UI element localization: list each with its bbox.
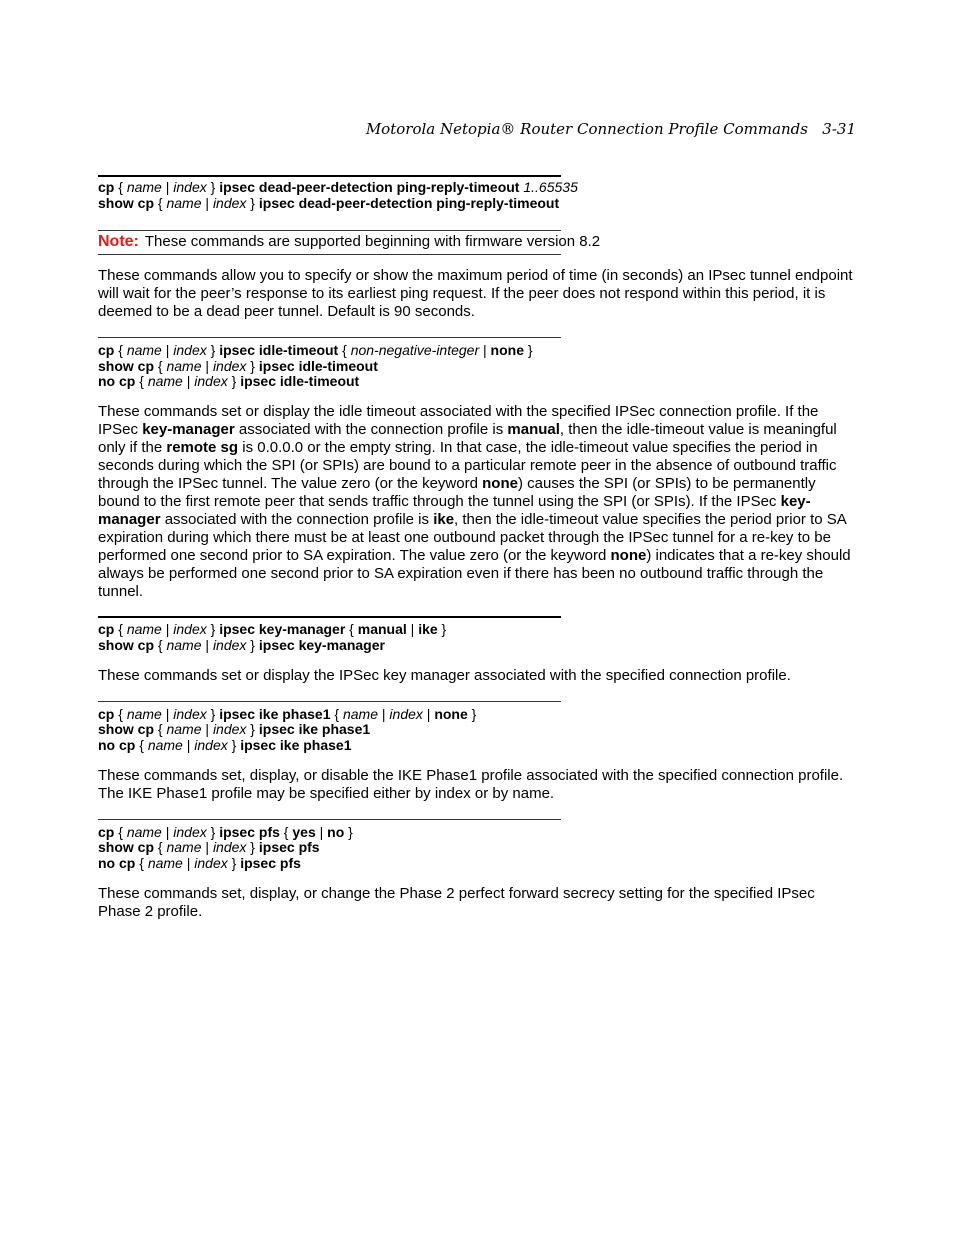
paragraph: These commands set or display the idle timeout associated with the specified IPSec connection profile. If the IPSec key-manager associated with the connection profile is manual, then the idle-timeout value is meaningful only if the remote sg is 0.0.0.0 or the empty string. In that case, the idle-timeout value specifies the period in seconds during which the SPI (or SPIs) are bound to a particular remote peer in the absence of outbound traffic through the IPSec tunnel. The value zero (or the keyword none) causes the SPI (or SPIs) to be permanently bound to the first remote peer that sends traffic through the tunnel using the SPI (or SPIs). If the IPSec key-manager associated with the connection profile is ike, then the idle-timeout value specifies the period prior to SA expiration during which there must be at least one outbound packet through the IPSec tunnel for a re-key to be performed one second prior to SA expiration. The value zero (or the keyword none) indicates that a re-key should always be performed one second prior to SA expiration even if there has been no outbound traffic through the tunnel.: [98, 403, 851, 600]
section-rule: [98, 819, 561, 820]
command-line: show cp { name | index } ipsec key-manager: [98, 637, 385, 653]
command-line: cp { name | index } ipsec ike phase1 { name | index | none }: [98, 706, 477, 722]
paragraph: These commands set or display the IPSec key manager associated with the specified connection profile.: [98, 667, 791, 684]
section-rule: [98, 337, 561, 338]
command-line: no cp { name | index } ipsec idle-timeout: [98, 373, 360, 389]
command-line: show cp { name | index } ipsec ike phase1: [98, 721, 371, 737]
section-rule: [98, 701, 561, 702]
command-line: show cp { name | index } ipsec pfs: [98, 839, 320, 855]
running-header: [366, 120, 856, 138]
header-title: Motorola Netopia® Router Connection Profile Commands: [365, 120, 808, 138]
command-line: cp { name | index } ipsec dead-peer-detection ping-reply-timeout 1..65535: [98, 179, 578, 195]
page-number: 3-31: [822, 120, 856, 138]
paragraph: These commands set, display, or disable the IKE Phase1 profile associated with the specified connection profile. The IKE Phase1 profile may be specified either by index or by name.: [98, 767, 844, 802]
command-line: show cp { name | index } ipsec dead-peer-detection ping-reply-timeout: [98, 195, 560, 211]
command-line: show cp { name | index } ipsec idle-timeout: [98, 358, 378, 374]
command-line: no cp { name | index } ipsec pfs: [98, 855, 301, 871]
section-rule: [98, 175, 561, 177]
note-rule-top: [98, 230, 561, 231]
command-line: cp { name | index } ipsec pfs { yes | no }: [98, 824, 353, 840]
paragraph: These commands set, display, or change the Phase 2 perfect forward secrecy setting for the specified IPsec Phase 2 profile.: [98, 885, 815, 920]
command-line: cp { name | index } ipsec key-manager { manual | ike }: [98, 621, 447, 637]
note-label: Note:: [98, 233, 139, 250]
section-rule: [98, 616, 561, 618]
command-line: cp { name | index } ipsec idle-timeout { non-negative-integer | none }: [98, 342, 533, 358]
note-rule-bottom: [98, 254, 561, 255]
note-text: These commands are supported beginning with firmware version 8.2: [144, 233, 601, 250]
paragraph: These commands allow you to specify or show the maximum period of time (in seconds) an IPsec tunnel endpoint will wait for the peer’s response to its earliest ping request. If the peer does not respond within this period, it is deemed to be a dead peer tunnel. Default is 90 seconds.: [98, 267, 853, 320]
command-line: no cp { name | index } ipsec ike phase1: [98, 737, 352, 753]
note: [98, 233, 600, 251]
